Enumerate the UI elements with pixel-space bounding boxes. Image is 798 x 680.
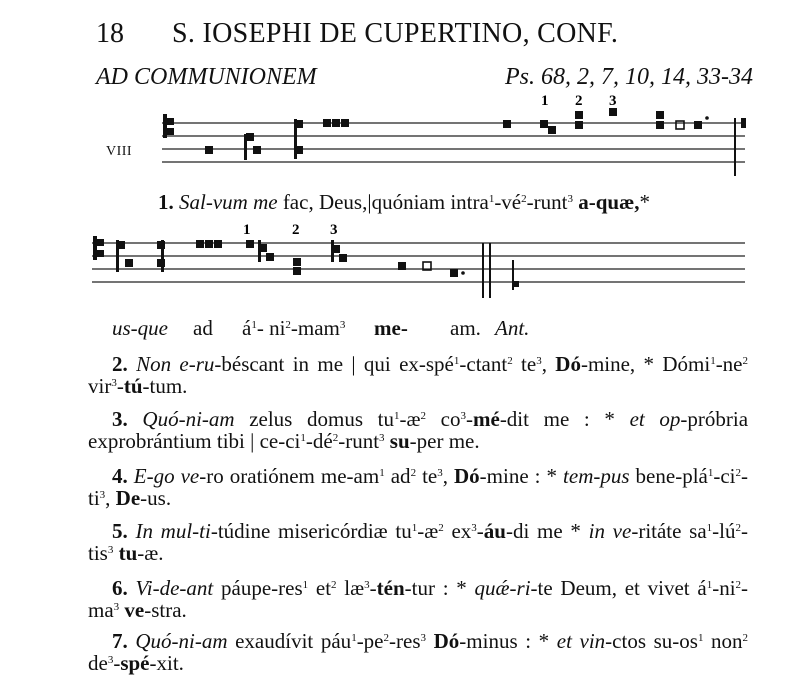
verse-6 [88,577,748,621]
accent-number: 3 [567,193,573,205]
accent-number: 3 [113,601,120,613]
verse-segment: zelus domus tu [234,407,394,431]
verse-segment: -runt [338,429,380,453]
neume [205,146,213,154]
interval-number-3: 3 [330,222,338,238]
interval-number-3: 3 [609,93,617,109]
verse-segment [426,629,434,653]
accent-number: 3 [536,355,542,367]
verse-segment: non [703,629,743,653]
verse-segment: -tis [88,519,748,565]
verse-segment: ad [384,464,411,488]
verse-segment: Dó [433,629,460,653]
staff-1-interval-numbers [541,93,617,109]
verse-segment: - [116,374,124,398]
accent-number: 2 [383,632,390,644]
verse-segment: -tum. [142,374,188,398]
interval-number-2: 2 [575,93,583,109]
interval-number-2: 2 [292,222,300,238]
verse-number: 2. [112,352,137,376]
verse-number: 5. [112,519,136,543]
verse-segment: exaudívit páu [227,629,352,653]
verse-segment: , [541,352,556,376]
verse-2 [88,353,748,397]
accent-number: 3 [379,432,385,444]
verse-segment: fac, Deus, [282,190,368,214]
accent-number: 1 [351,632,357,644]
neume [253,146,261,154]
neume [295,120,303,128]
verse-segment: - [465,407,473,431]
verse-segment: In mul-ti [135,519,211,543]
verse-segment: -ctos su-os [605,629,698,653]
verse-segment: Vi-de-ant [135,576,214,600]
accent-number: 3 [471,522,477,534]
verse-segment: - [113,651,121,675]
neume [246,133,254,141]
accent-number: 2 [410,467,417,479]
verse-segment: tu [118,541,138,565]
verse-segment: -próbria exprobrántium tibi | ce-ci [88,407,749,453]
verse-segment: Sal-vum me [179,190,278,214]
verse-5 [88,520,748,564]
accent-number: 2 [742,632,749,644]
verse-segment: -æ [417,519,439,543]
accent-number: 2 [331,579,337,591]
verse-segment: spé [120,651,150,675]
verse-segment: -pe [356,629,384,653]
verse-number: 7. [112,629,136,653]
verse-segment: te [512,352,537,376]
verse-segment: -ti [88,464,749,510]
interval-number-1: 1 [541,93,549,109]
accent-number: 2 [742,355,749,367]
verse-segment: -ctant [459,352,508,376]
verse-4 [88,465,748,509]
accent-number: 1 [706,579,713,591]
verse-segment: te [416,464,438,488]
verse-1 [158,190,650,215]
underlay-word: Ant. [495,316,530,340]
verse-segment: co [426,407,461,431]
accent-number: 1 [453,355,460,367]
verse-segment: -dé [305,429,333,453]
verse-segment: -lú [712,519,736,543]
verse-segment: Non e-ru [136,352,215,376]
accent-number: 2 [735,522,741,534]
underlay-word: me- [374,316,408,340]
verse-number: 6. [112,576,136,600]
verse-segment: páupe-res [213,576,303,600]
verse-segment: -ne [715,352,743,376]
verse-segment: quóniam intra [371,190,489,214]
accent-number: 1 [697,632,704,644]
verse-segment: - [369,576,377,600]
verse-segment: -æ. [137,541,164,565]
verse-segment: E-go ve [133,464,200,488]
running-title: S. IOSEPHI DE CUPERTINO, CONF. [172,18,619,49]
verse-segment: -ni [712,576,736,600]
accent-number: 2 [521,193,527,205]
accent-number: 1 [411,522,418,534]
verse-segment: et [308,576,332,600]
section-heading: AD COMMUNIONEM [96,64,317,90]
staff-2-clef [93,236,104,260]
verse-3 [88,408,748,452]
accent-number: 1 [710,355,716,367]
verse-segment: -ci [713,464,736,488]
page-number: 18 [96,18,124,49]
verse-segment: et vin [556,629,606,653]
verse-7 [88,630,748,674]
verse-segment: Quó-ni-am [142,407,235,431]
verse-segment: -us. [140,486,172,510]
accent-number: 3 [420,632,426,644]
verse-segment: vir [88,374,112,398]
verse-segment: su [389,429,410,453]
verse-segment: Dó [555,352,581,376]
accent-number: 3 [364,579,370,591]
verse-segment: in ve [588,519,632,543]
staff-1-neumes [205,108,746,176]
accent-number: 3 [111,377,117,389]
accent-number: 1 [706,522,713,534]
verse-number: 3. [112,407,143,431]
verse-segment: mé [472,407,500,431]
verse-segment: -béscant in me | qui ex-spé [214,352,454,376]
staff-2 [92,243,745,282]
accent-number: 1 [707,467,714,479]
verse-segment: -ma [88,576,749,622]
verse-segment: -ritáte sa [631,519,707,543]
mode-label: VIII [106,144,133,159]
verse-segment: læ [336,576,365,600]
bar-separator: | [367,190,372,214]
accent-number: 2 [420,410,426,422]
underlay-word: am. [450,316,481,340]
verse-segment: De [115,486,141,510]
verse-segment: -minus : * [459,629,557,653]
verse-segment: -dit me : * [499,407,630,431]
verse-segment: -tur : * [404,576,475,600]
verse-segment: -runt [526,190,568,214]
verse-segment: -stra. [144,598,187,622]
verse-segment: de [88,651,108,675]
verse-segment: -mine, * Dómi [580,352,711,376]
accent-number: 2 [735,467,742,479]
accent-number: 1 [300,432,306,444]
accent-number: 1 [394,410,400,422]
verse-segment: a-quæ, [578,190,640,214]
verse-segment: -res [389,629,421,653]
verse-segment: bene-plá [629,464,708,488]
accent-number: 2 [735,579,742,591]
verse-segment: et op [629,407,681,431]
verse-segment: -túdine misericórdiæ tu [210,519,412,543]
accent-number: 1 [302,579,309,591]
verse-segment: -te Deum, et vivet á [530,576,707,600]
accent-number: 3 [460,410,466,422]
verse-segment: tén [376,576,405,600]
verse-segment: tem-pus [563,464,630,488]
underlay-word: $á^1-$ $ni^2-mam^3$ [242,316,346,340]
psalm-reference: Ps. 68, 2, 7, 10, 14, 33-34 [505,64,753,90]
verse-segment: -di me * [505,519,589,543]
verse-segment: -vé [494,190,522,214]
verse-segment: -æ [399,407,421,431]
verse-segment: Dó [454,464,480,488]
interval-number-1: 1 [243,222,251,238]
underlay-word: us-que [112,316,168,340]
accent-number: 3 [437,467,443,479]
verse-segment: tú [123,374,143,398]
staff-1-clef [163,114,174,138]
accent-number: 1 [488,193,495,205]
verse-segment: Quó-ni-am [135,629,228,653]
verse-number: 1. [158,190,174,214]
verse-segment: quǽ-ri [474,576,531,600]
verse-segment: -per me. [409,429,480,453]
accent-number: 2 [438,522,444,534]
verse-segment: ex [443,519,472,543]
verse-number: 4. [112,464,134,488]
verse-segment: ve [124,598,145,622]
verse-segment: áu [483,519,506,543]
accent-number: 2 [332,432,339,444]
staff-2-interval-numbers [243,222,338,238]
verse-segment: -ro oratiónem me-am [199,464,380,488]
verse-segment: -xit. [149,651,184,675]
underlay-word: ad [193,316,213,340]
accent-number: 2 [507,355,513,367]
neume [295,146,303,154]
verse-segment: , [105,486,116,510]
verse-segment: -mine : * [479,464,564,488]
asterisk: * [639,190,650,214]
accent-number: 3 [99,489,106,501]
verse-segment: , [442,464,454,488]
accent-number: 1 [379,467,385,479]
accent-number: 3 [107,544,114,556]
accent-number: 3 [107,654,114,666]
verse-segment: - [476,519,484,543]
